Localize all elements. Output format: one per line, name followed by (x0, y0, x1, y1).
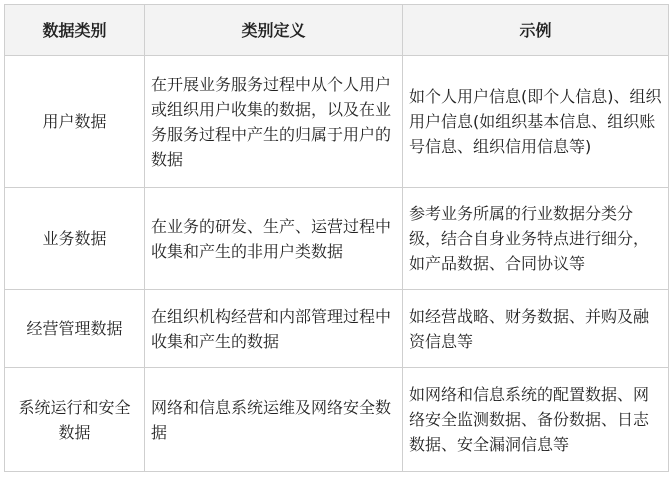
category-cell: 系统运行和安全数据 (5, 368, 145, 472)
example-cell: 如经营战略、财务数据、并购及融资信息等 (403, 290, 669, 368)
table-row (5, 290, 669, 368)
example-cell: 参考业务所属的行业数据分类分级，结合自身业务特点进行细分，如产品数据、合同协议等 (403, 188, 669, 290)
category-cell: 经营管理数据 (5, 290, 145, 368)
category-cell: 用户数据 (5, 56, 145, 188)
header-category: 数据类别 (5, 5, 145, 56)
table-row (5, 188, 669, 290)
data-classification-table (4, 4, 669, 472)
definition-cell: 在组织机构经营和内部管理过程中收集和产生的数据 (145, 290, 403, 368)
table-header-row (5, 5, 669, 56)
header-definition: 类别定义 (145, 5, 403, 56)
definition-cell: 网络和信息系统运维及网络安全数据 (145, 368, 403, 472)
definition-cell: 在开展业务服务过程中从个人用户或组织用户收集的数据，以及在业务服务过程中产生的归属于用户的数据 (145, 56, 403, 188)
example-cell: 如网络和信息系统的配置数据、网络安全监测数据、备份数据、日志数据、安全漏洞信息等 (403, 368, 669, 472)
example-cell: 如个人用户信息(即个人信息)、组织用户信息(如组织基本信息、组织账号信息、组织信用信息等) (403, 56, 669, 188)
definition-cell: 在业务的研发、生产、运营过程中收集和产生的非用户类数据 (145, 188, 403, 290)
category-cell: 业务数据 (5, 188, 145, 290)
table-row (5, 56, 669, 188)
table-row (5, 368, 669, 472)
header-example: 示例 (403, 5, 669, 56)
